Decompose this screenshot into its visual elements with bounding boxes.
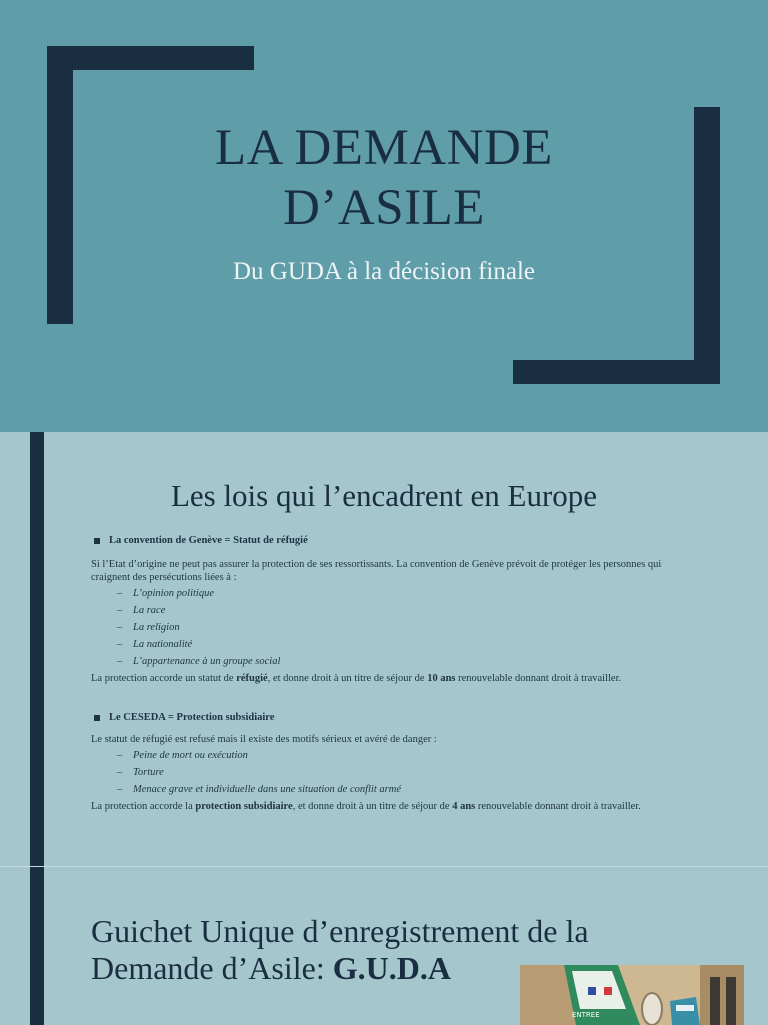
outro-bold: réfugié: [236, 673, 268, 684]
dash-bullet: –: [117, 656, 123, 667]
section-ceseda-intro: Le statut de réfugié est refusé mais il existe des motifs sérieux et avéré de danger :: [91, 734, 437, 745]
section-geneve-intro: Si l’Etat d’origine ne peut pas assurer la protection de ses ressortissants. La convention de Genève prévoit de protéger les personnes qui craignent des persécutions liées à :: [91, 559, 662, 583]
outro-text: La protection accorde la: [91, 801, 196, 812]
laws-content: [91, 534, 671, 813]
dash-bullet: –: [117, 784, 123, 795]
section-geneve-title: [94, 534, 671, 547]
guda-acronym: G.U.D.A: [332, 950, 451, 986]
outro-text: renouvelable donnant droit à travailler.: [475, 801, 641, 812]
list-item: [117, 783, 671, 796]
frame-top-bar: [47, 46, 254, 70]
laws-slide: [0, 432, 768, 866]
outro-text: , et donne droit à un titre de séjour de: [292, 801, 453, 812]
dash-bullet: –: [117, 622, 123, 633]
dash-bullet: –: [117, 605, 123, 616]
outro-bold: 10 ans: [427, 673, 456, 684]
list-item-text: L’opinion politique: [133, 588, 214, 599]
title-slide: [0, 0, 768, 432]
list-item: [117, 587, 671, 600]
photo-illustration: [520, 965, 744, 1025]
list-item: [117, 621, 671, 634]
guda-heading-line-1: Guichet Unique d’enregistrement de la: [91, 913, 589, 949]
guda-slide: [0, 866, 768, 1025]
list-item-text: Menace grave et individuelle dans une situation de conflit armé: [133, 784, 401, 795]
list-item-text: La religion: [133, 622, 180, 633]
dash-bullet: –: [117, 767, 123, 778]
section-ceseda-outro: [91, 800, 671, 813]
section-geneve-label: La convention de Genève = Statut de réfugié: [109, 535, 308, 546]
dash-bullet: –: [117, 588, 123, 599]
section-geneve-outro: [91, 672, 671, 685]
dash-bullet: –: [117, 639, 123, 650]
outro-text: renouvelable donnant droit à travailler.: [455, 673, 622, 684]
title-line-1: LA DEMANDE: [215, 120, 553, 176]
slide-subtitle: Du GUDA à la décision finale: [232, 258, 535, 285]
outro-text: La protection accorde un statut de: [91, 673, 237, 684]
danger-list: [117, 749, 671, 796]
list-item: [117, 766, 671, 779]
photo-sign-text: ENTREE: [572, 1011, 600, 1019]
slide-title: [0, 118, 768, 238]
list-item-text: Peine de mort ou exécution: [133, 750, 248, 761]
list-item-text: L’appartenance à un groupe social: [133, 656, 281, 667]
guda-heading-line-2: Demande d’Asile:: [91, 950, 333, 986]
list-item-text: La nationalité: [133, 639, 193, 650]
outro-text: , et donne droit à un titre de séjour de: [267, 673, 428, 684]
guda-building-photo: [520, 965, 744, 1025]
laws-heading: Les lois qui l’encadrent en Europe: [170, 478, 598, 513]
persecution-list: [117, 587, 671, 668]
frame-bottom-bar: [513, 360, 720, 384]
section-ceseda-title: [94, 711, 671, 724]
list-item: [117, 749, 671, 762]
dash-bullet: –: [117, 750, 123, 761]
section-ceseda-label: Le CESEDA = Protection subsidiaire: [109, 712, 275, 723]
square-bullet-icon: [94, 715, 100, 721]
outro-bold: protection subsidiaire: [195, 801, 293, 812]
list-item: [117, 655, 671, 668]
accent-vertical-bar: [30, 867, 44, 1025]
list-item: [117, 638, 671, 651]
list-item-text: La race: [133, 605, 166, 616]
list-item-text: Torture: [133, 767, 164, 778]
square-bullet-icon: [94, 538, 100, 544]
outro-bold: 4 ans: [452, 801, 476, 812]
list-item: [117, 604, 671, 617]
title-line-2: D’ASILE: [283, 180, 485, 236]
